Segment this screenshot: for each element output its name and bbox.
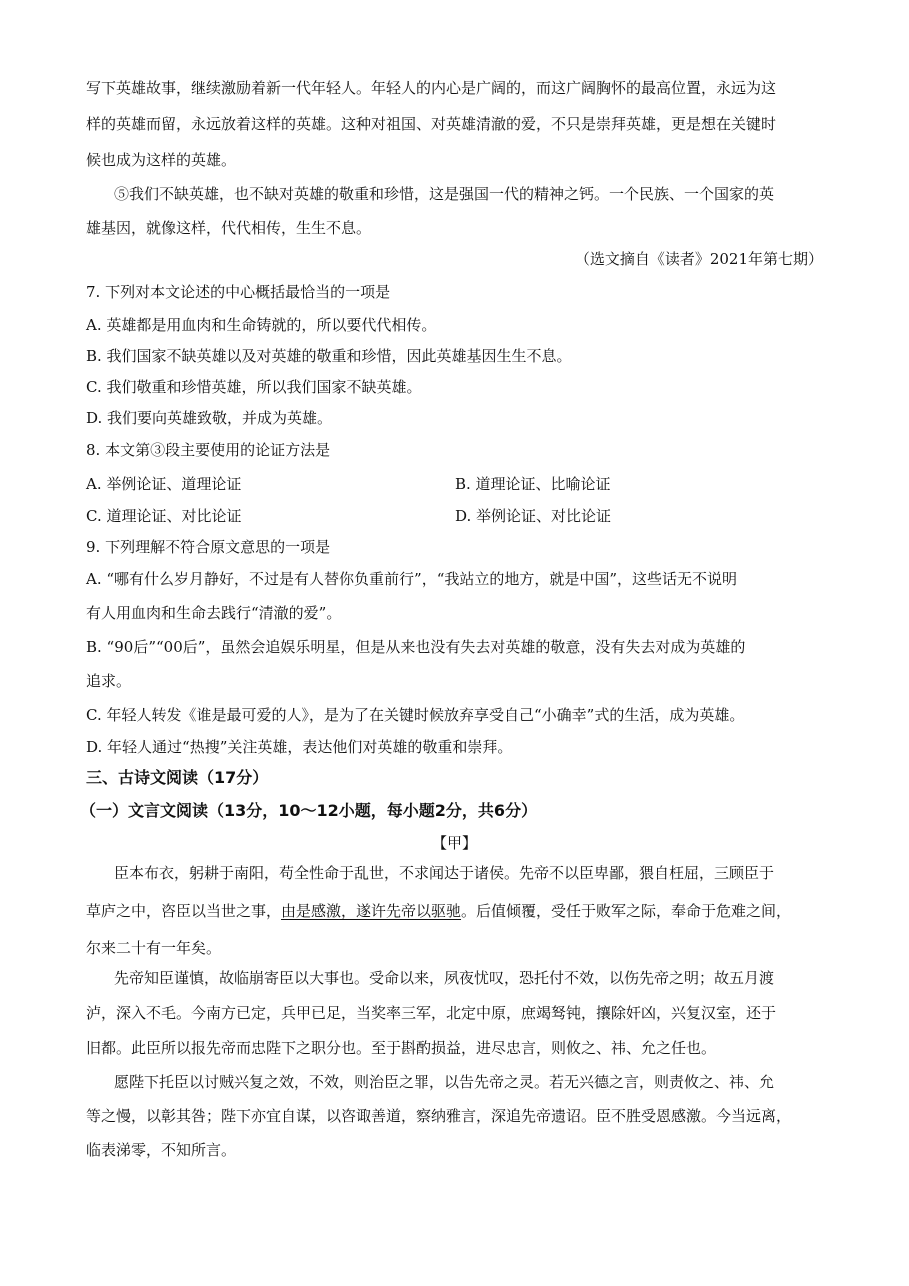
classical-line: 等之慢，以彰其咎；陛下亦宜自谋，以咨诹善道，察纳雅言，深追先帝遗诏。臣不胜受恩感激。今当远离，: [86, 1107, 792, 1125]
classical-text: 。后值倾覆，受任于败军之际，奉命于危难之间，: [461, 902, 792, 920]
subsection-heading: （一）文言文阅读（13分，10～12小题，每小题2分，共6分）: [80, 801, 538, 820]
question-7-option-b: B. 我们国家不缺英雄以及对英雄的敬重和珍惜，因此英雄基因生生不息。: [86, 347, 572, 365]
passage-line: 样的英雄而留，永远放着这样的英雄。这种对祖国、对英雄清澈的爱，不只是崇拜英雄，更是想在关键时: [86, 115, 777, 133]
classical-line: 临表涕零，不知所言。: [86, 1141, 237, 1159]
question-9-option-a-cont: 有人用血肉和生命去践行“清澈的爱”。: [86, 604, 342, 622]
classical-line: 泸，深入不毛。今南方已定，兵甲已足，当奖率三军，北定中原，庶竭驽钝，攘除奸凶，兴复汉室，还于: [86, 1004, 777, 1022]
classical-line: 先帝知臣谨慎，故临崩寄臣以大事也。受命以来，夙夜忧叹，恐托付不效，以伤先帝之明；故五月渡: [114, 969, 775, 987]
passage-line: 候也成为这样的英雄。: [86, 151, 237, 169]
question-7-option-c: C. 我们敬重和珍惜英雄，所以我们国家不缺英雄。: [86, 378, 422, 396]
passage-line: 雄基因，就像这样，代代相传，生生不息。: [86, 219, 372, 237]
question-8-option-d: D. 举例论证、对比论证: [455, 507, 612, 525]
passage-label: 【甲】: [431, 834, 477, 852]
passage-line: ⑤我们不缺英雄，也不缺对英雄的敬重和珍惜，这是强国一代的精神之钙。一个民族、一个国家的英: [114, 185, 775, 203]
question-7-stem: 7. 下列对本文论述的中心概括最恰当的一项是: [86, 283, 391, 301]
question-9-stem: 9. 下列理解不符合原文意思的一项是: [86, 538, 331, 556]
underlined-sentence: 由是感激，遂许先帝以驱驰: [281, 902, 462, 920]
question-8-option-b: B. 道理论证、比喻论证: [455, 475, 611, 493]
question-9-option-d: D. 年轻人通过“热搜”关注英雄，表达他们对英雄的敬重和崇拜。: [86, 738, 513, 756]
classical-line: [86, 901, 824, 921]
section-heading: 三、古诗文阅读（17分）: [86, 768, 269, 787]
question-9-option-b-cont: 追求。: [86, 672, 132, 690]
classical-line: 臣本布衣，躬耕于南阳，苟全性命于乱世，不求闻达于诸侯。先帝不以臣卑鄙，猥自枉屈，三顾臣于: [114, 864, 775, 882]
source-citation: （选文摘自《读者》2021年第七期）: [574, 250, 823, 268]
classical-line: 愿陛下托臣以讨贼兴复之效，不效，则治臣之罪，以告先帝之灵。若无兴德之言，则责攸之、祎、允: [114, 1073, 775, 1091]
classical-line: 旧都。此臣所以报先帝而忠陛下之职分也。至于斟酌损益，进尽忠言，则攸之、祎、允之任也。: [86, 1039, 717, 1057]
question-8-stem: 8. 本文第③段主要使用的论证方法是: [86, 441, 331, 459]
passage-line: 写下英雄故事，继续激励着新一代年轻人。年轻人的内心是广阔的，而这广阔胸怀的最高位置，永远为这: [86, 79, 777, 97]
classical-line: 尔来二十有一年矣。: [86, 939, 222, 957]
question-7-option-a: A. 英雄都是用血肉和生命铸就的，所以要代代相传。: [86, 316, 437, 334]
question-9-option-a: A. “哪有什么岁月静好，不过是有人替你负重前行”，“我站立的地方，就是中国”，这些话无不说明: [86, 570, 738, 588]
question-8-option-c: C. 道理论证、对比论证: [86, 507, 242, 525]
question-9-option-b: B. “90后”“00后”，虽然会追娱乐明星，但是从来也没有失去对英雄的敬意，没有失去对成为英雄的: [86, 638, 746, 656]
question-8-option-a: A. 举例论证、道理论证: [86, 475, 242, 493]
classical-text: 草庐之中，咨臣以当世之事，: [86, 902, 282, 920]
question-9-option-c: C. 年轻人转发《谁是最可爱的人》，是为了在关键时候放弃享受自己“小确幸”式的生活，成为英雄。: [86, 706, 745, 724]
question-7-option-d: D. 我们要向英雄致敬，并成为英雄。: [86, 409, 333, 427]
